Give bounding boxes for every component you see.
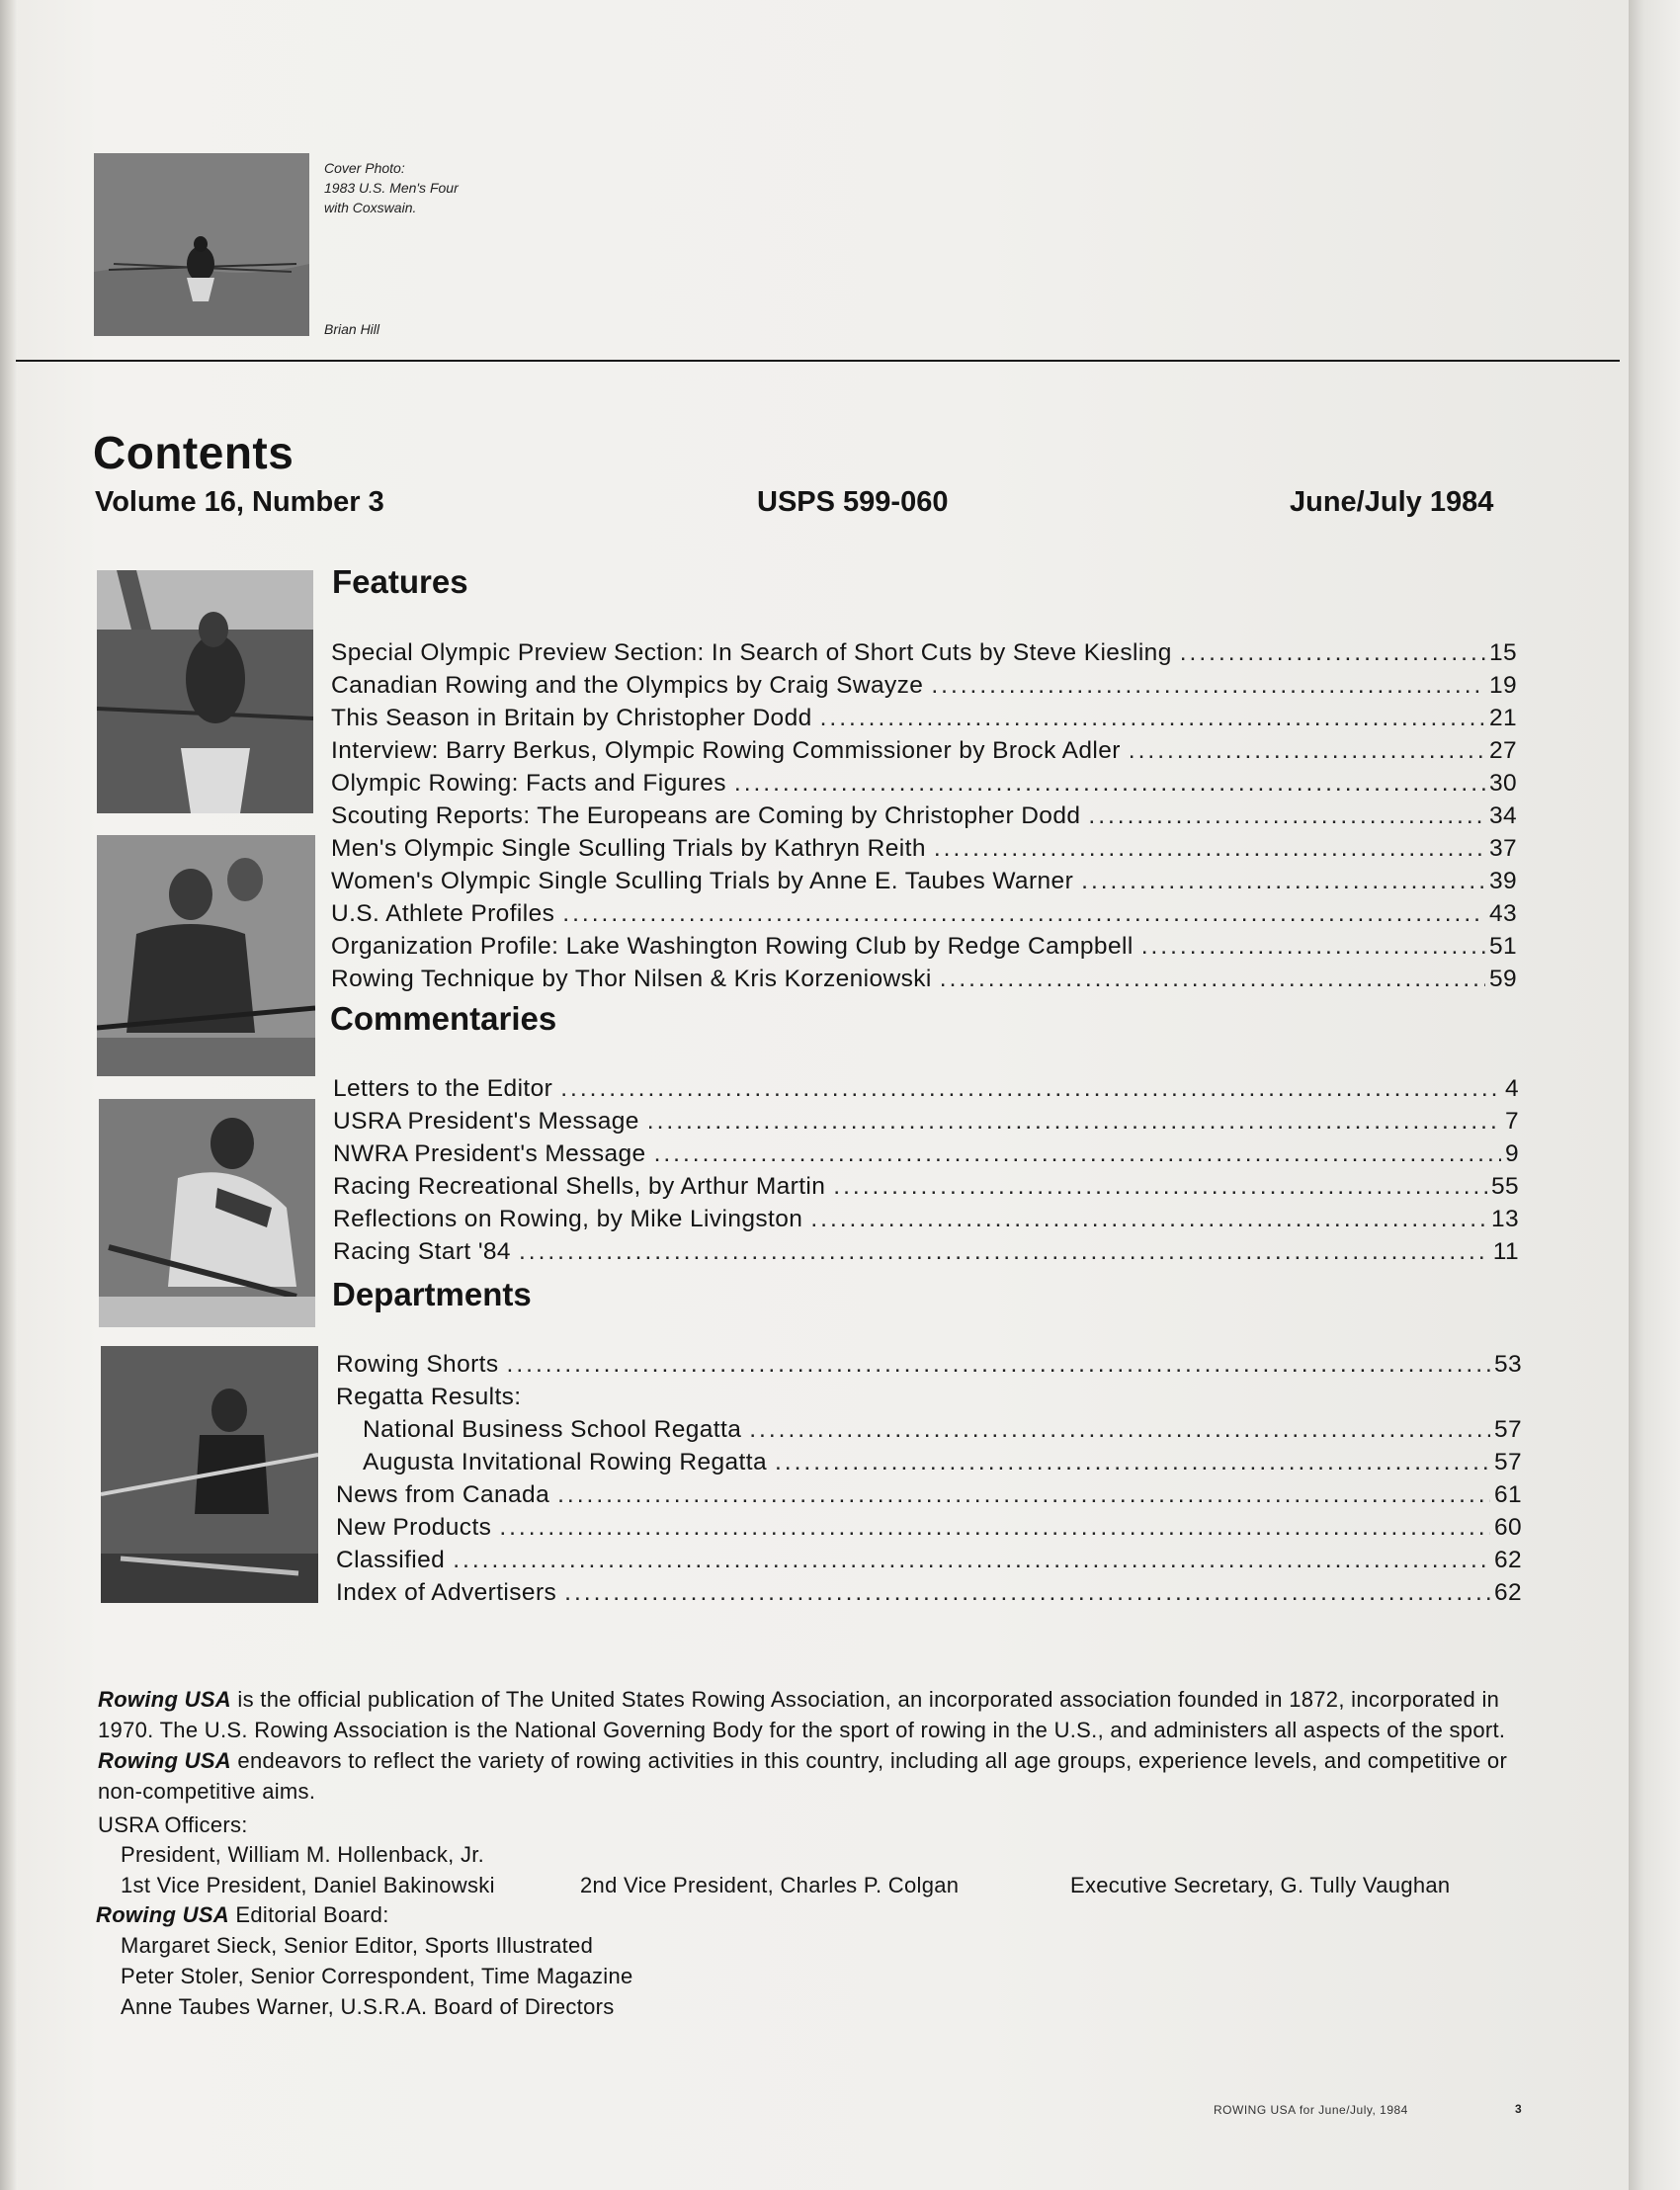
toc-page-number: 62: [1493, 1579, 1522, 1606]
toc-entry-title: Organization Profile: Lake Washington Rowing Club by Redge Campbell: [331, 933, 1134, 960]
rowing-photo: [97, 570, 313, 813]
toc-entry[interactable]: [336, 1348, 1522, 1381]
toc-entry[interactable]: [333, 1072, 1519, 1105]
toc-entry-title: Interview: Barry Berkus, Olympic Rowing Commissioner by Brock Adler: [331, 737, 1121, 764]
toc-entry-title: News from Canada: [336, 1481, 550, 1508]
dot-leader: [560, 1072, 1501, 1105]
toc-entry-title: Letters to the Editor: [333, 1075, 553, 1102]
publication-name: Rowing USA: [96, 1902, 229, 1927]
officer-vp1: 1st Vice President, Daniel Bakinowski: [121, 1873, 495, 1897]
rowing-photo: [101, 1346, 318, 1603]
section-heading-departments: Departments: [332, 1276, 532, 1312]
toc-entry[interactable]: [333, 1170, 1519, 1203]
toc-entry-title: Women's Olympic Single Sculling Trials by Anne E. Taubes Warner: [331, 868, 1074, 894]
cover-photo-credit: Brian Hill: [324, 321, 380, 337]
toc-entry[interactable]: [331, 832, 1517, 865]
toc-entry-title: Men's Olympic Single Sculling Trials by Kathryn Reith: [331, 835, 926, 862]
issue-date: June/July 1984: [1290, 486, 1494, 518]
toc-page-number: 43: [1488, 900, 1517, 927]
toc-entry-title: Olympic Rowing: Facts and Figures: [331, 770, 726, 797]
dot-leader: [934, 832, 1485, 865]
toc-entry[interactable]: [336, 1511, 1522, 1544]
page-title: Contents: [93, 427, 294, 478]
toc-entry[interactable]: [331, 767, 1517, 800]
toc-entry-title: Racing Start '84: [333, 1238, 511, 1265]
toc-entry[interactable]: [331, 800, 1517, 832]
dot-leader: [749, 1413, 1490, 1446]
toc-entry-title: National Business School Regatta: [363, 1416, 742, 1443]
dot-leader: [1180, 636, 1485, 669]
toc-entry-title: Rowing Shorts: [336, 1351, 499, 1378]
toc-entry-title: Scouting Reports: The Europeans are Coming by Christopher Dodd: [331, 802, 1081, 829]
volume-number: Volume 16, Number 3: [95, 486, 384, 518]
dot-leader: [940, 963, 1485, 995]
page-edge: [1629, 0, 1680, 2190]
dot-leader: [1129, 734, 1485, 767]
toc-entry[interactable]: [331, 963, 1517, 995]
toc-entry[interactable]: [336, 1576, 1522, 1609]
toc-entry[interactable]: [336, 1544, 1522, 1576]
toc-entry[interactable]: [363, 1413, 1522, 1446]
rowing-photo: [99, 1099, 315, 1327]
toc-entry[interactable]: [363, 1446, 1522, 1478]
dot-leader: [810, 1203, 1487, 1235]
statement-text: endeavors to reflect the variety of rowing activities in this country, including all age groups, experience levels, and competitive or non-competitive aims.: [98, 1748, 1508, 1804]
dot-leader: [499, 1511, 1490, 1544]
running-footer: ROWING USA for June/July, 1984: [1214, 2103, 1408, 2117]
cover-caption-line: with Coxswain.: [324, 200, 417, 215]
toc-page-number: 15: [1488, 639, 1517, 666]
toc-entry[interactable]: [331, 930, 1517, 963]
toc-page-number: 59: [1488, 966, 1517, 992]
toc-page-number: 27: [1488, 737, 1517, 764]
dot-leader: [557, 1478, 1490, 1511]
toc-page-number: 39: [1488, 868, 1517, 894]
toc-subheading-regatta-results: Regatta Results:: [336, 1384, 522, 1410]
page-gutter: [0, 0, 18, 2190]
officer-vp2: 2nd Vice President, Charles P. Colgan: [580, 1873, 960, 1897]
toc-page-number: 9: [1504, 1140, 1519, 1167]
dot-leader: [507, 1348, 1490, 1381]
dot-leader: [519, 1235, 1489, 1268]
usps-number: USPS 599-060: [757, 486, 949, 518]
toc-page-number: 57: [1493, 1416, 1522, 1443]
toc-page-number: 60: [1493, 1514, 1522, 1541]
toc-page-number: 61: [1493, 1481, 1522, 1508]
toc-entry[interactable]: [331, 734, 1517, 767]
cover-caption: [324, 158, 459, 217]
dot-leader: [1141, 930, 1485, 963]
dot-leader: [931, 669, 1485, 702]
editorial-board-label-text: Editorial Board:: [229, 1902, 389, 1927]
toc-entry-title: NWRA President's Message: [333, 1140, 646, 1167]
toc-page-number: 53: [1493, 1351, 1522, 1378]
toc-entry-title: Racing Recreational Shells, by Arthur Martin: [333, 1173, 826, 1200]
toc-page-number: 57: [1493, 1449, 1522, 1475]
toc-entry[interactable]: [336, 1478, 1522, 1511]
publication-statement: [98, 1684, 1523, 1807]
toc-page-number: 4: [1504, 1075, 1519, 1102]
dot-leader: [654, 1137, 1501, 1170]
publication-name: Rowing USA: [98, 1687, 231, 1712]
toc-entry-title: Augusta Invitational Rowing Regatta: [363, 1449, 767, 1475]
toc-entry-title: Classified: [336, 1547, 446, 1573]
dot-leader: [1081, 865, 1485, 897]
dot-leader: [453, 1544, 1490, 1576]
dot-leader: [562, 897, 1485, 930]
board-member: Anne Taubes Warner, U.S.R.A. Board of Directors: [121, 1994, 615, 2019]
toc-entry[interactable]: [331, 865, 1517, 897]
toc-page-number: 62: [1493, 1547, 1522, 1573]
toc-page-number: 55: [1490, 1173, 1519, 1200]
rowing-photo: [97, 835, 315, 1076]
toc-entry-title: USRA President's Message: [333, 1108, 639, 1135]
toc-entry-title: New Products: [336, 1514, 492, 1541]
page-number: 3: [1515, 2102, 1522, 2116]
toc-page-number: 21: [1488, 705, 1517, 731]
section-heading-commentaries: Commentaries: [330, 1000, 557, 1037]
toc-page-number: 34: [1488, 802, 1517, 829]
cover-caption-line: 1983 U.S. Men's Four: [324, 180, 459, 196]
toc-page-number: 30: [1488, 770, 1517, 797]
toc-entry-title: Special Olympic Preview Section: In Search of Short Cuts by Steve Kiesling: [331, 639, 1172, 666]
dot-leader: [1088, 800, 1485, 832]
toc-entry[interactable]: [333, 1203, 1519, 1235]
toc-entry-title: Index of Advertisers: [336, 1579, 557, 1606]
dot-leader: [564, 1576, 1490, 1609]
toc-entry-title: Rowing Technique by Thor Nilsen & Kris Korzeniowski: [331, 966, 932, 992]
divider-rule: [16, 360, 1620, 362]
toc-entry[interactable]: [333, 1105, 1519, 1137]
officer-president: President, William M. Hollenback, Jr.: [121, 1842, 485, 1867]
dot-leader: [833, 1170, 1487, 1203]
dot-leader: [775, 1446, 1490, 1478]
toc-entry[interactable]: [331, 669, 1517, 702]
toc-page-number: 19: [1488, 672, 1517, 699]
toc-entry[interactable]: [331, 897, 1517, 930]
toc-entry-title: Reflections on Rowing, by Mike Livingston: [333, 1206, 803, 1232]
cover-caption-line: Cover Photo:: [324, 160, 405, 176]
board-member: Peter Stoler, Senior Correspondent, Time Magazine: [121, 1964, 633, 1988]
cover-photo: [94, 153, 309, 336]
statement-text: is the official publication of The United States Rowing Association, an incorporated association founded in 1872, incorporated in 1970. The U.S. Rowing Association is the National Governing Body for the sport of rowing in the U.S., and administers all aspects of the sport.: [98, 1687, 1506, 1742]
officer-exec-secretary: Executive Secretary, G. Tully Vaughan: [1070, 1873, 1451, 1897]
toc-entry[interactable]: [333, 1137, 1519, 1170]
toc-page-number: 51: [1488, 933, 1517, 960]
toc-entry[interactable]: [331, 636, 1517, 669]
editorial-board-label: [96, 1900, 389, 1930]
toc-page-number: 7: [1504, 1108, 1519, 1135]
board-member: Margaret Sieck, Senior Editor, Sports Illustrated: [121, 1933, 594, 1958]
dot-leader: [820, 702, 1485, 734]
dot-leader: [647, 1105, 1501, 1137]
toc-entry-title: This Season in Britain by Christopher Dodd: [331, 705, 812, 731]
publication-name: Rowing USA: [98, 1748, 231, 1773]
toc-entry-title: U.S. Athlete Profiles: [331, 900, 555, 927]
toc-entry-title: Canadian Rowing and the Olympics by Craig Swayze: [331, 672, 924, 699]
toc-page-number: 37: [1488, 835, 1517, 862]
dot-leader: [734, 767, 1485, 800]
officers-label: USRA Officers:: [98, 1812, 248, 1837]
toc-entry[interactable]: [333, 1235, 1519, 1268]
toc-page-number: 11: [1492, 1238, 1519, 1265]
section-heading-features: Features: [332, 563, 468, 600]
toc-entry[interactable]: [331, 702, 1517, 734]
toc-page-number: 13: [1490, 1206, 1519, 1232]
